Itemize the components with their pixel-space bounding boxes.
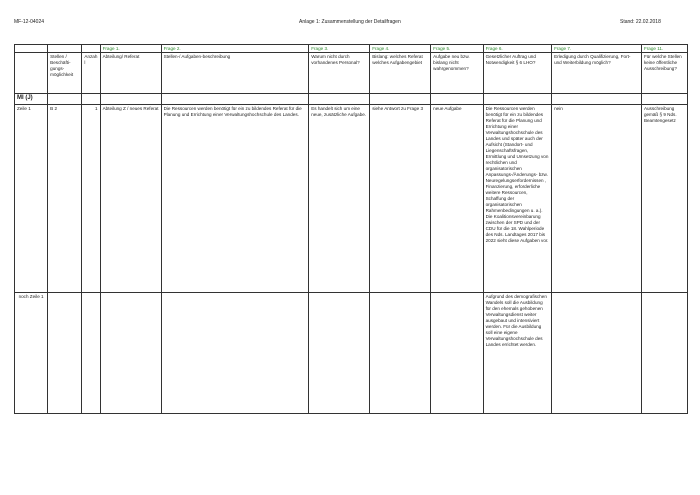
document-id: MF-12-04024: [14, 19, 45, 25]
qualification-cell: [552, 293, 642, 414]
table-row: [15, 293, 688, 414]
document-date: Stand: 22.02.2018: [620, 19, 661, 25]
new-task-cell: neue Aufgabe: [431, 105, 483, 293]
question-label: Frage 2.: [161, 45, 309, 53]
section-label: MI (J): [15, 94, 48, 105]
question-label: Frage 4.: [370, 45, 431, 53]
question-label: Frage 1.: [100, 45, 161, 53]
previous-unit-cell: [370, 293, 431, 414]
row-line-label: Zeile 1: [15, 105, 48, 293]
question-label: Frage 11.: [641, 45, 687, 53]
question-label: Frage 6.: [483, 45, 551, 53]
department-cell: Abteilung Z / neues Referat: [100, 105, 161, 293]
column-header-row: [15, 53, 688, 94]
question-label: Frage 7.: [552, 45, 642, 53]
table-row: [15, 105, 688, 293]
description-cell: Die Ressourcen werden benötigt für ein zu bildendes Referat für die Planung und Errichtung einer Verwaltungshochschule des Landes.: [161, 105, 309, 293]
description-cell: [161, 293, 309, 414]
row-line-label: noch Zeile 1: [15, 293, 48, 414]
column-header: Stellen-/ Aufgaben-beschreibung: [161, 53, 309, 94]
column-header: Für welche Stellen keine öffentliche Ausschreibung?: [641, 53, 687, 94]
column-header: Erledigung durch Qualifizierung, Fort- und Weiterbildung möglich?: [552, 53, 642, 94]
advertisement-cell: Ausschreibung gemäß § 9 Nds. Beamtengesetz: [641, 105, 687, 293]
column-header: Gesetzlicher Auftrag und Notwendigkeit § 6 LHO?: [483, 53, 551, 94]
qualification-cell: nein: [552, 105, 642, 293]
column-header: Aufgabe neu bzw. bislang nicht wahrgenommen?: [431, 53, 483, 94]
detail-questions-table: [14, 44, 688, 414]
reason-cell: Es handelt sich um eine neue, zusätzliche Aufgabe.: [309, 105, 370, 293]
question-number-row: [15, 45, 688, 53]
question-label: Frage 3.: [309, 45, 370, 53]
new-task-cell: [431, 293, 483, 414]
position-cell: B 2: [48, 105, 82, 293]
advertisement-cell: [641, 293, 687, 414]
column-header: Warum nicht durch vorhandenes Personal?: [309, 53, 370, 94]
column-header: Abteilung/ Referat: [100, 53, 161, 94]
count-cell: [82, 293, 100, 414]
legal-mandate-cell: Aufgrund des demografischen Wandels soll die Ausbildung für den ehemals gehobenen Verwaltungsdienst weiter ausgebaut und intensiviert werden. Für die Ausbildung soll eine eigene Verwaltungshochschule des Landes errichtet werden.: [483, 293, 551, 414]
column-header: Bislang: welches Referat welches Aufgabengebiet: [370, 53, 431, 94]
reason-cell: [309, 293, 370, 414]
previous-unit-cell: siehe Antwort zu Frage 3: [370, 105, 431, 293]
section-row: [15, 94, 688, 105]
department-cell: [100, 293, 161, 414]
column-header: Stellen / Beschäfti-gungs-möglichkeit: [48, 53, 82, 94]
column-header: [15, 53, 48, 94]
position-cell: [48, 293, 82, 414]
count-cell: 1: [82, 105, 100, 293]
legal-mandate-cell: Die Ressourcen werden benötigt für ein zu bildendes Referat für die Planung und Errichtung einer Verwaltungshochschule des Landes und später auch der Aufsicht (Standort- und Liegenschaftsfragen, Ermittlung und Umsetzung von rechtlichen und organisatorischen Anpassungs-/Änderungs- bzw. Neuregelungserfordernissen , Finanzierung, erforderliche weitere Ressourcen, Schaffung der organisatorischen Rahmenbedingungen u. a.). Die Koalitionsvereinbarung zwischen der SPD und der CDU für die 18. Wahlperiode des Nds. Landtages 2017 bis 2022 sieht diese Aufgaben vor.: [483, 105, 551, 293]
question-label: Frage 5.: [431, 45, 483, 53]
document-title: Anlage 1: Zusammenstellung der Detailfragen: [299, 19, 401, 25]
column-header: Anzahl: [82, 53, 100, 94]
